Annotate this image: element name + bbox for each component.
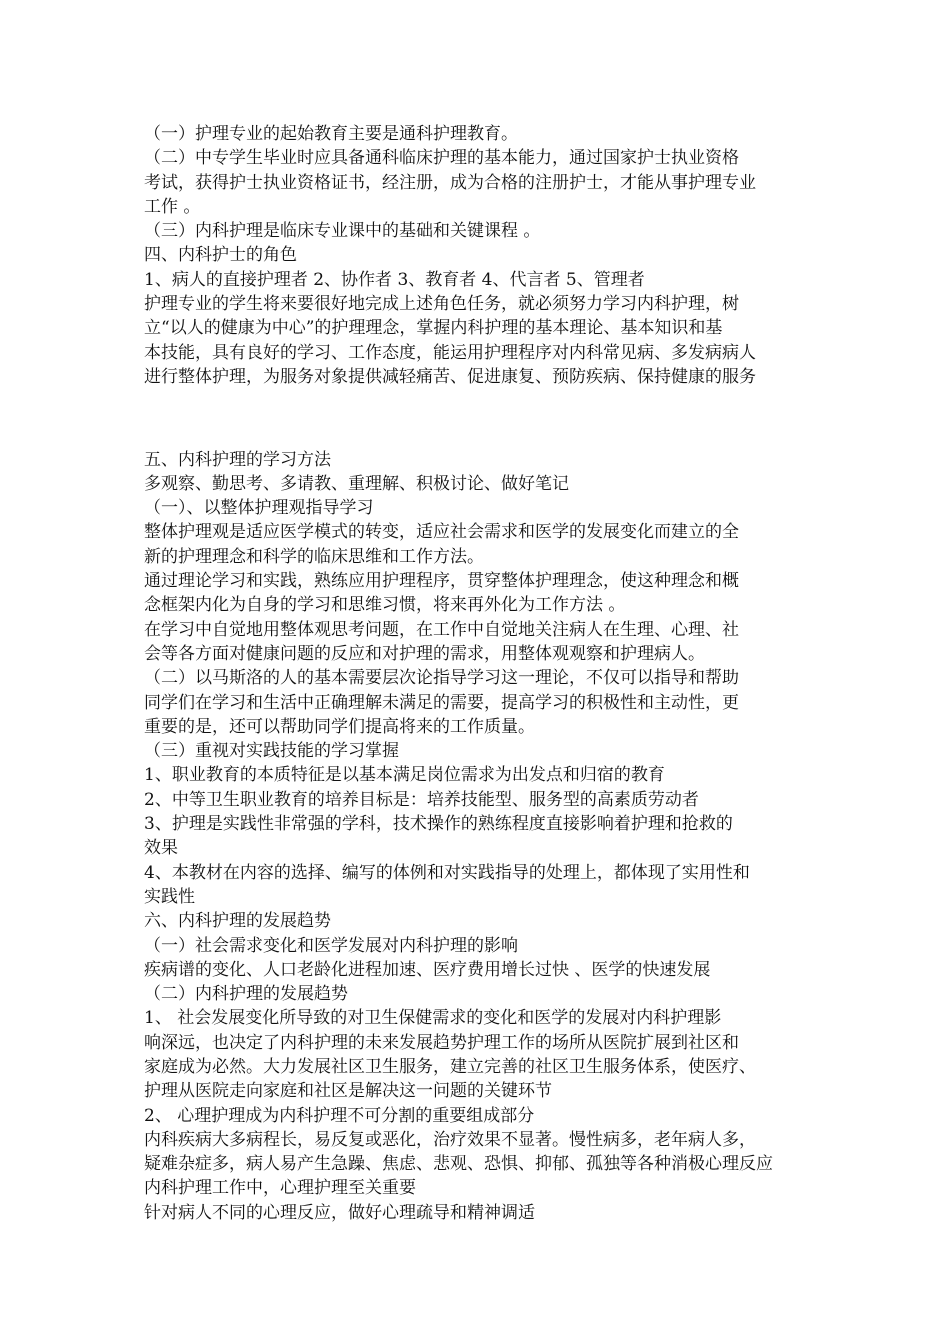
text-line: 念框架内化为自身的学习和思维习惯，将来再外化为工作方法 。 [144,595,626,616]
text-line: 工作 。 [144,196,201,217]
text-line: 2、中等卫生职业教育的培养目标是：培养技能型、服务型的高素质劳动者 [144,789,699,810]
text-line: 内科护理工作中，心理护理至关重要 [144,1178,416,1199]
text-line: 进行整体护理，为服务对象提供减轻痛苦、促进康复、预防疾病、保持健康的服务 [144,366,756,387]
text-line: 实践性 [144,886,195,907]
text-line: 会等各方面对健康问题的反应和对护理的需求，用整体观观察和护理病人。 [144,643,705,664]
text-line: 疾病谱的变化、人口老龄化进程加速、医疗费用增长过快 、医学的快速发展 [144,959,711,980]
text-line: （一）、以整体护理观指导学习 [144,498,374,519]
document-page [144,122,812,1225]
text-line: （二）中专学生毕业时应具备通科临床护理的基本能力，通过国家护士执业资格 [144,148,739,169]
text-line: 2、 心理护理成为内科护理不可分割的重要组成部分 [144,1105,535,1126]
text-line: 家庭成为必然。大力发展社区卫生服务，建立完善的社区卫生服务体系，使医疗、 [144,1056,756,1077]
text-line: （三）重视对实践技能的学习掌握 [144,741,399,762]
text-line: 4、本教材在内容的选择、编写的体例和对实践指导的处理上，都体现了实用性和 [144,862,750,883]
text-line: 重要的是，还可以帮助同学们提高将来的工作质量。 [144,716,535,737]
text-line: 在学习中自觉地用整体观思考问题，在工作中自觉地关注病人在生理、心理、社 [144,619,739,640]
text-line: 六、内科护理的发展趋势 [144,911,331,932]
text-line: 疑难杂症多，病人易产生急躁、焦虑、悲观、恐惧、抑郁、孤独等各种消极心理反应 [144,1154,773,1175]
text-line: 通过理论学习和实践，熟练应用护理程序，贯穿整体护理理念，使这种理念和概 [144,571,739,592]
text-line: 1、 社会发展变化所导致的对卫生保健需求的变化和医学的发展对内科护理影 [144,1008,722,1029]
text-line: 同学们在学习和生活中正确理解未满足的需要，提高学习的积极性和主动性，更 [144,692,739,713]
text-line: 考试，获得护士执业资格证书，经注册，成为合格的注册护士，才能从事护理专业 [144,172,756,193]
text-line: 1、职业教育的本质特征是以基本满足岗位需求为出发点和归宿的教育 [144,765,665,786]
text-line: （二）内科护理的发展趋势 [144,984,348,1005]
text-line: 本技能，具有良好的学习、工作态度，能运用护理程序对内科常见病、多发病病人 [144,342,756,363]
text-line: （一）社会需求变化和医学发展对内科护理的影响 [144,935,518,956]
text-line: 内科疾病大多病程长，易反复或恶化，治疗效果不显著。慢性病多，老年病人多， [144,1129,756,1150]
text-line: 护理从医院走向家庭和社区是解决这一问题的关键环节 [144,1081,552,1102]
text-line: 3、护理是实践性非常强的学科，技术操作的熟练程度直接影响着护理和抢救的 [144,814,733,835]
text-line: 响深远，也决定了内科护理的未来发展趋势护理工作的场所从医院扩展到社区和 [144,1032,739,1053]
text-line: 针对病人不同的心理反应，做好心理疏导和精神调适 [144,1202,535,1223]
text-line: （三）内科护理是临床专业课中的基础和关键课程 。 [144,221,541,242]
blank-line [144,406,812,430]
text-line: 护理专业的学生将来要很好地完成上述角色任务，就必须努力学习内科护理，树 [144,294,739,315]
text-line: 立“以人的健康为中心”的护理理念，掌握内科护理的基本理论、基本知识和基 [144,318,723,339]
text-line: （一）护理专业的起始教育主要是通科护理教育。 [144,124,518,144]
text-line: 效果 [144,838,178,859]
text-line: 整体护理观是适应医学模式的转变，适应社会需求和医学的发展变化而建立的全 [144,522,739,543]
text-line: 1、病人的直接护理者 2、协作者 3、教育者 4、代言者 5、管理者 [144,269,645,290]
text-line: 新的护理理念和科学的临床思维和工作方法。 [144,546,484,567]
text-line: 五、内科护理的学习方法 [144,449,331,470]
text-line: （二）以马斯洛的人的基本需要层次论指导学习这一理论，不仅可以指导和帮助 [144,668,739,689]
text-line: 四、内科护士的角色 [144,245,297,266]
text-line: 多观察、勤思考、多请教、重理解、积极讨论、做好笔记 [144,473,569,494]
